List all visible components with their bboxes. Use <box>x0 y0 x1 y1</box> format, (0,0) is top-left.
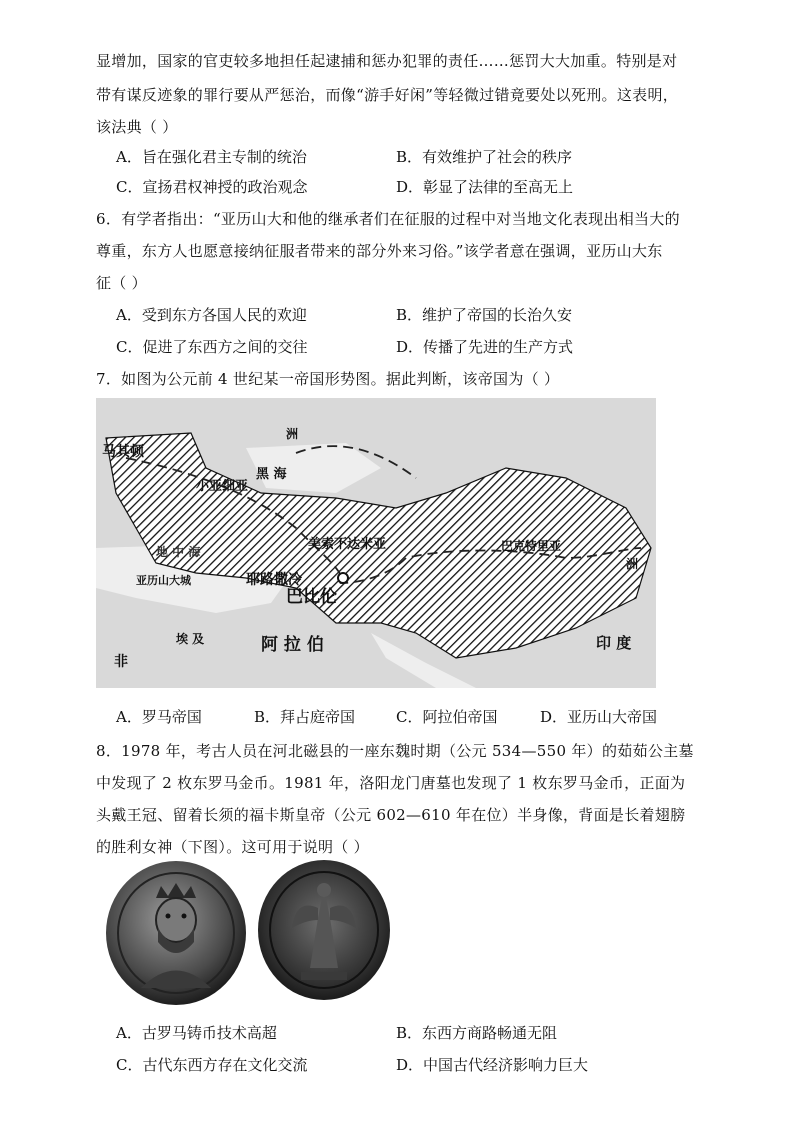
label-mediterranean: 地 中 海 <box>156 545 201 559</box>
q8-option-c[interactable]: C．古代东西方存在文化交流 <box>116 1056 308 1074</box>
q7-option-a[interactable]: A．罗马帝国 <box>116 708 202 726</box>
q7-option-c[interactable]: C．阿拉伯帝国 <box>396 708 498 726</box>
label-egypt: 埃 及 <box>176 632 205 646</box>
coin-obverse <box>106 861 246 1005</box>
q6-option-c[interactable]: C．促进了东西方之间的交往 <box>116 338 308 356</box>
q7-stem: 7．如图为公元前 4 世纪某一帝国形势图。据此判断，该帝国为（ ） <box>96 370 560 388</box>
q5-option-d[interactable]: D．彰显了法律的至高无上 <box>396 178 574 196</box>
q6-option-d[interactable]: D．传播了先进的生产方式 <box>396 338 574 356</box>
q5-stem-line-3: 该法典（ ） <box>96 118 178 136</box>
babylon-marker <box>338 573 348 583</box>
label-mesopotamia: 美索不达米亚 <box>308 537 387 552</box>
q8-option-b[interactable]: B．东西方商路畅通无阻 <box>396 1024 558 1042</box>
q7-option-b[interactable]: B．拜占庭帝国 <box>254 708 356 726</box>
byzantine-coins <box>96 858 396 1008</box>
q6-stem-line-2: 尊重，东方人也愿意接纳征服者带来的部分外来习俗。”该学者意在强调，亚历山大东 <box>96 242 663 260</box>
q6-stem-line-3: 征（ ） <box>96 274 147 292</box>
q6-option-b[interactable]: B．维护了帝国的长治久安 <box>396 306 573 324</box>
q8-option-d[interactable]: D．中国古代经济影响力巨大 <box>396 1056 589 1074</box>
label-zhou-left: 洲 <box>286 427 299 441</box>
q6-option-a[interactable]: A．受到东方各国人民的欢迎 <box>116 306 307 324</box>
label-jerusalem: 耶路撒冷 <box>246 572 302 588</box>
q8-stem-line-4: 的胜利女神（下图）。这可用于说明（ ） <box>96 838 369 856</box>
q8-stem-line-2: 中发现了 2 枚东罗马金币。1981 年，洛阳龙门唐墓也发现了 1 枚东罗马金币，正面为 <box>96 774 686 792</box>
q5-option-c[interactable]: C．宣扬君权神授的政治观念 <box>116 178 308 196</box>
label-zhou-right: 洲 <box>626 557 639 571</box>
q6-stem-line-1: 6．有学者指出：“亚历山大和他的继承者们在征服的过程中对当地文化表现出相当大的 <box>96 210 680 228</box>
q5-stem-line-1: 显增加，国家的官吏较多地担任起逮捕和惩办犯罪的责任……惩罚大大加重。特别是对 <box>96 52 678 70</box>
q7-option-d[interactable]: D．亚历山大帝国 <box>540 708 658 726</box>
q5-option-b[interactable]: B．有效维护了社会的秩序 <box>396 148 573 166</box>
coin-reverse <box>258 860 390 1000</box>
label-bactria: 巴克特里亚 <box>501 539 562 553</box>
q8-option-a[interactable]: A．古罗马铸币技术高超 <box>116 1024 277 1042</box>
q8-stem-line-1: 8．1978 年，考古人员在河北磁县的一座东魏时期（公元 534—550 年）的茹茹公主墓 <box>96 742 694 760</box>
label-alexandria: 亚历山大城 <box>136 574 191 587</box>
label-arabia: 阿 拉 伯 <box>261 635 324 655</box>
q5-stem-line-2: 带有谋反迹象的罪行要从严惩治，而像“游手好闲”等轻微过错竟要处以死刑。这表明， <box>96 86 679 104</box>
q8-stem-line-3: 头戴王冠、留着长须的福卡斯皇帝（公元 602—610 年在位）半身像，背面是长着翅膀 <box>96 806 686 824</box>
label-macedonia: 马其顿 <box>102 444 144 460</box>
empire-map <box>96 398 656 688</box>
q5-option-a[interactable]: A．旨在强化君主专制的统治 <box>116 148 307 166</box>
label-babylon: 巴比伦 <box>286 587 337 607</box>
label-africa: 非 <box>114 654 128 670</box>
label-black-sea: 黑 海 <box>256 467 287 482</box>
label-india: 印 度 <box>596 634 632 652</box>
label-asia-minor: 小亚细亚 <box>196 479 249 494</box>
